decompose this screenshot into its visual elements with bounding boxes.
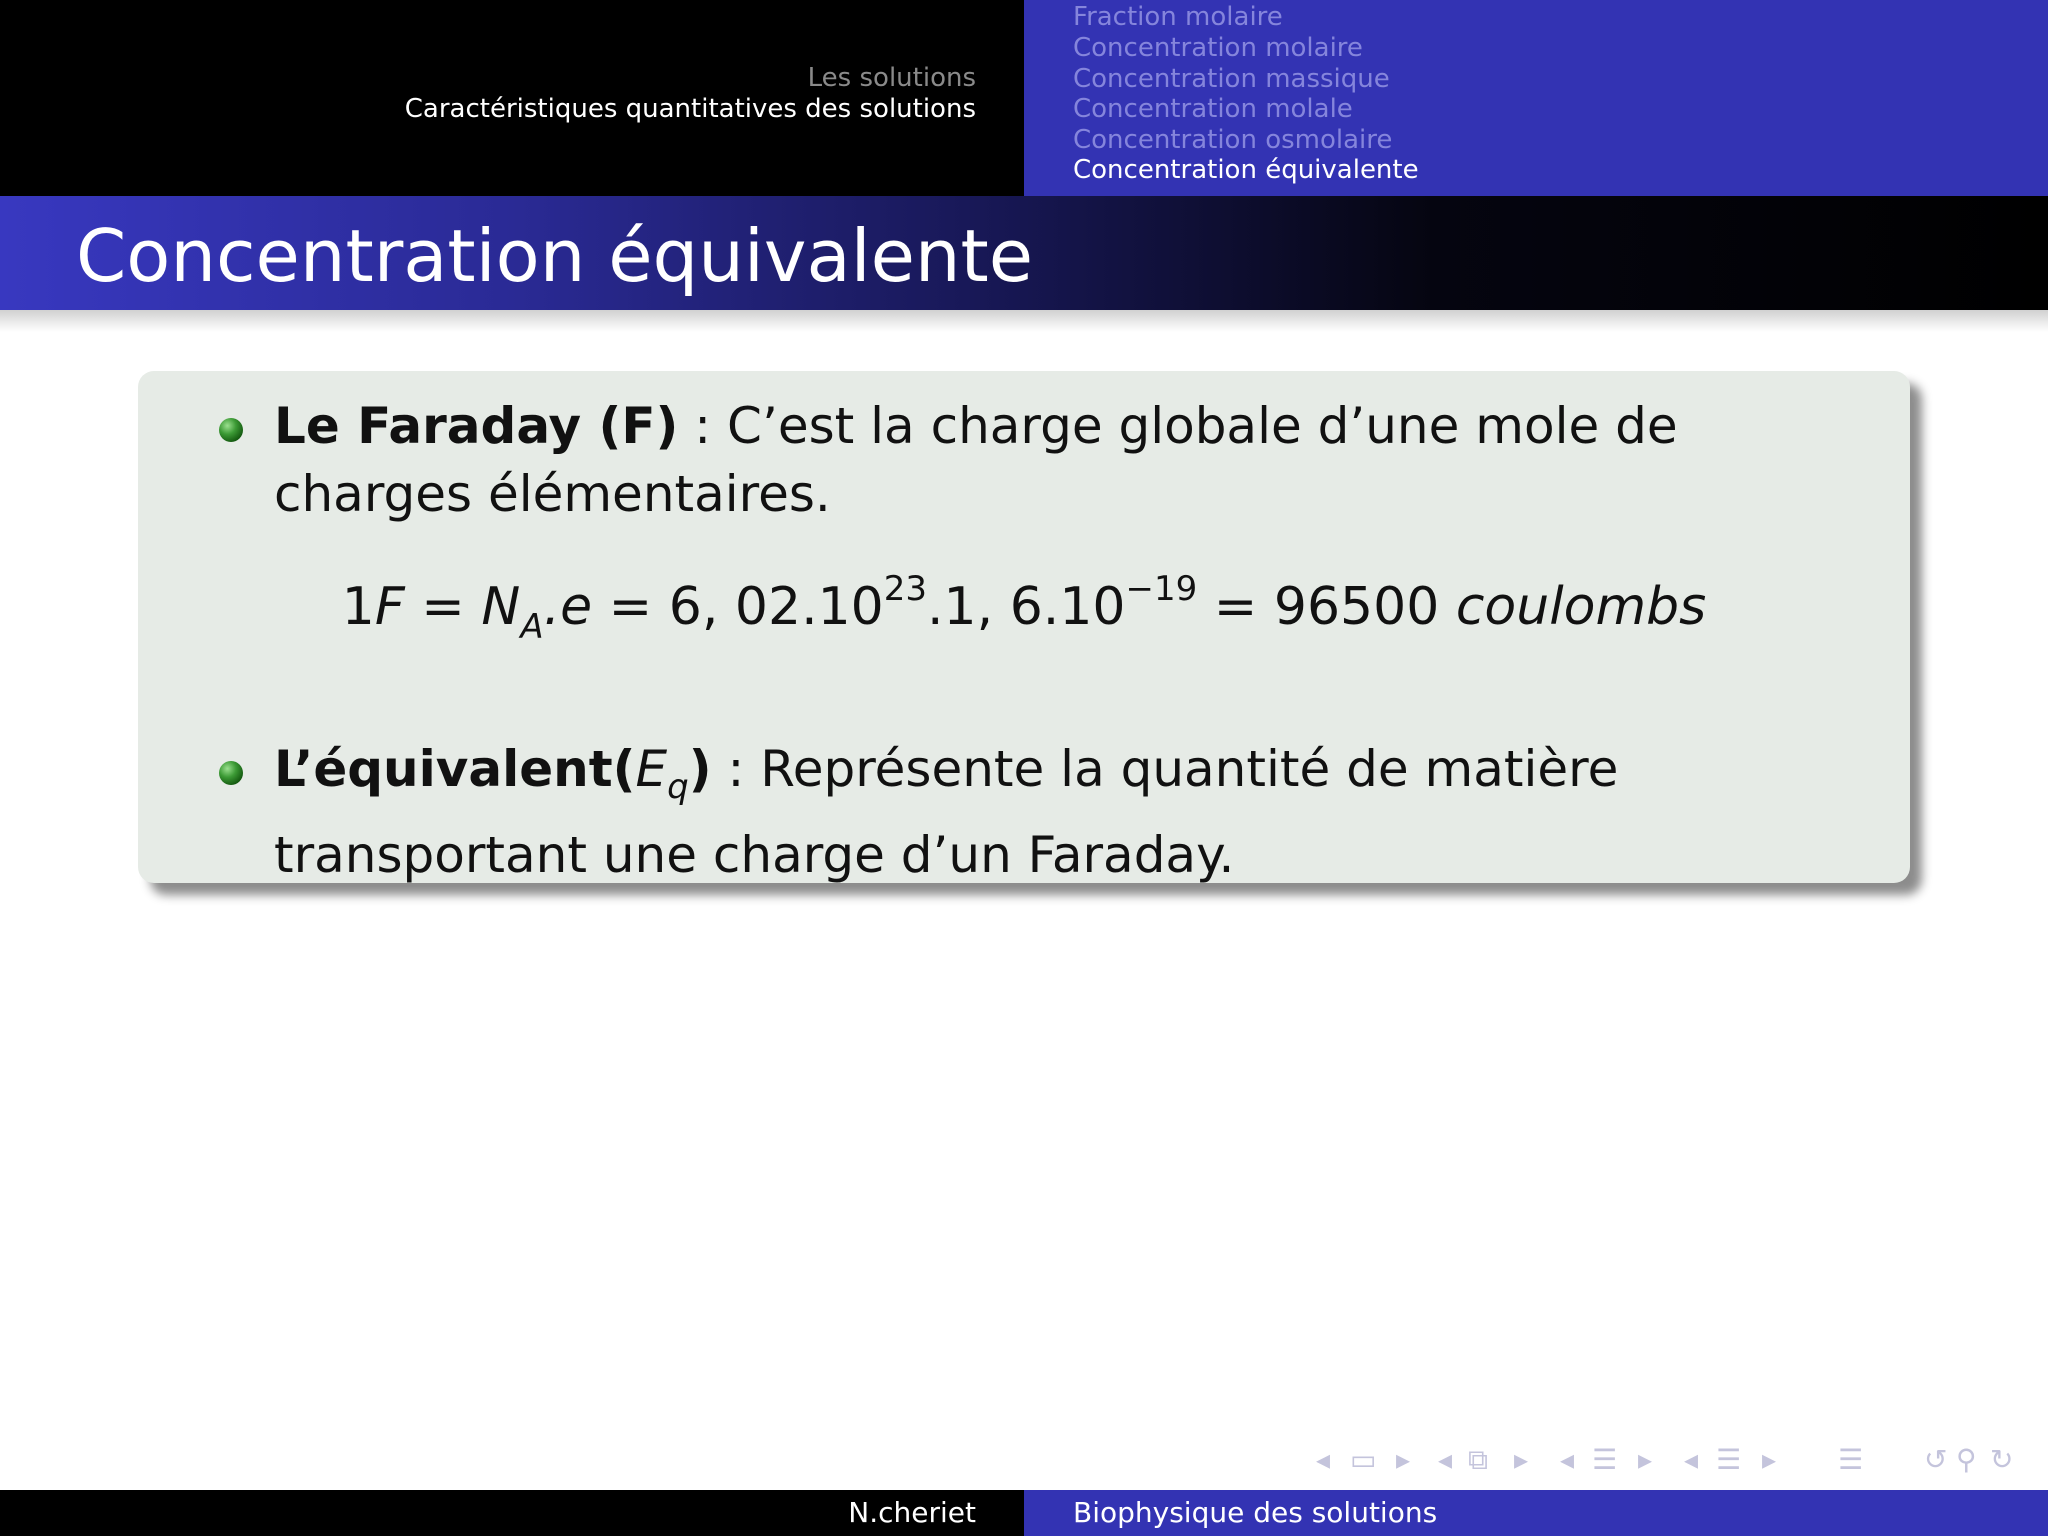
section-prev-icon[interactable]: ◂ [1684,1443,1699,1476]
subsection-title[interactable]: Caractéristiques quantitatives des solutions [404,94,976,124]
formula-exp-23: 23 [883,569,928,609]
slide-icon[interactable]: ▭ [1350,1443,1377,1476]
nav-item-concentration-massique[interactable]: Concentration massique [1073,64,1390,94]
section-next-icon[interactable]: ▸ [1762,1443,1777,1476]
slide-title: Concentration équivalente [76,214,1034,298]
formula-exp-minus-19: −19 [1125,569,1198,609]
nav-item-concentration-molale[interactable]: Concentration molale [1073,94,1353,124]
formula-unit: coulombs [1455,577,1707,637]
header-section-panel [0,0,1024,196]
bullet-equivalent [274,735,1884,889]
forward-icon[interactable]: ↻ [1990,1443,2014,1476]
navigation-symbols [1316,1440,2036,1480]
term-close-paren: ) [688,740,712,798]
nav-item-fraction-molaire[interactable]: Fraction molaire [1073,2,1283,32]
formula-lead: 1 [341,577,375,637]
frame-icon[interactable]: ⧉ [1468,1443,1488,1476]
section-icon[interactable]: ☰ [1716,1443,1742,1476]
term-symbol-e: E [635,740,668,798]
slide-prev-icon[interactable]: ◂ [1316,1443,1331,1476]
back-icon[interactable]: ↺ [1924,1443,1948,1476]
formula-var-n: N [481,577,521,637]
subsection-next-icon[interactable]: ▸ [1638,1443,1653,1476]
formula-sub-a: A [520,607,544,647]
document-icon[interactable]: ☰ [1838,1443,1864,1476]
nav-item-concentration-osmolaire[interactable]: Concentration osmolaire [1073,125,1393,155]
footer-title-panel [1024,1490,2048,1536]
search-icon[interactable]: ⚲ [1956,1443,1977,1476]
frame-prev-icon[interactable]: ◂ [1438,1443,1453,1476]
section-title[interactable]: Les solutions [807,63,976,93]
frame-title-bar [0,196,2048,310]
footer-title: Biophysique des solutions [1073,1496,1438,1529]
subsection-icon[interactable]: ☰ [1592,1443,1618,1476]
slide-next-icon[interactable]: ▸ [1396,1443,1411,1476]
term-symbol-sub-q: q [667,767,689,807]
term-faraday: Le Faraday (F) [274,397,679,455]
formula-result: = 96500 [1197,577,1456,637]
faraday-formula [138,569,1910,657]
formula-var-f: F [374,577,405,637]
bullet-icon [219,418,243,442]
formula-charge: .1, 6.10 [927,577,1126,637]
bullet-icon [219,761,243,785]
formula-avogadro: = 6, 02.10 [592,577,884,637]
footer-author: N.cheriet [848,1496,976,1529]
formula-equals: = [404,577,482,637]
bullet-faraday [274,392,1884,528]
formula-var-e: .e [543,577,593,637]
content-block [138,371,1910,883]
term-equivalent-label: L’équivalent( [274,740,636,798]
term-equivalent [274,740,712,807]
footer-author-panel [0,1490,1024,1536]
nav-item-concentration-molaire[interactable]: Concentration molaire [1073,33,1363,63]
definition-equivalent: : Représente la quantité de matière transportant une charge d’un Faraday. [274,740,1619,884]
subsection-prev-icon[interactable]: ◂ [1560,1443,1575,1476]
header-nav-panel [1024,0,2048,196]
frame-next-icon[interactable]: ▸ [1514,1443,1529,1476]
title-bar-shadow [0,310,2048,332]
nav-item-concentration-equivalente[interactable]: Concentration équivalente [1073,155,1419,185]
definition-faraday: : C’est la charge globale d’une mole de charges élémentaires. [274,397,1678,523]
